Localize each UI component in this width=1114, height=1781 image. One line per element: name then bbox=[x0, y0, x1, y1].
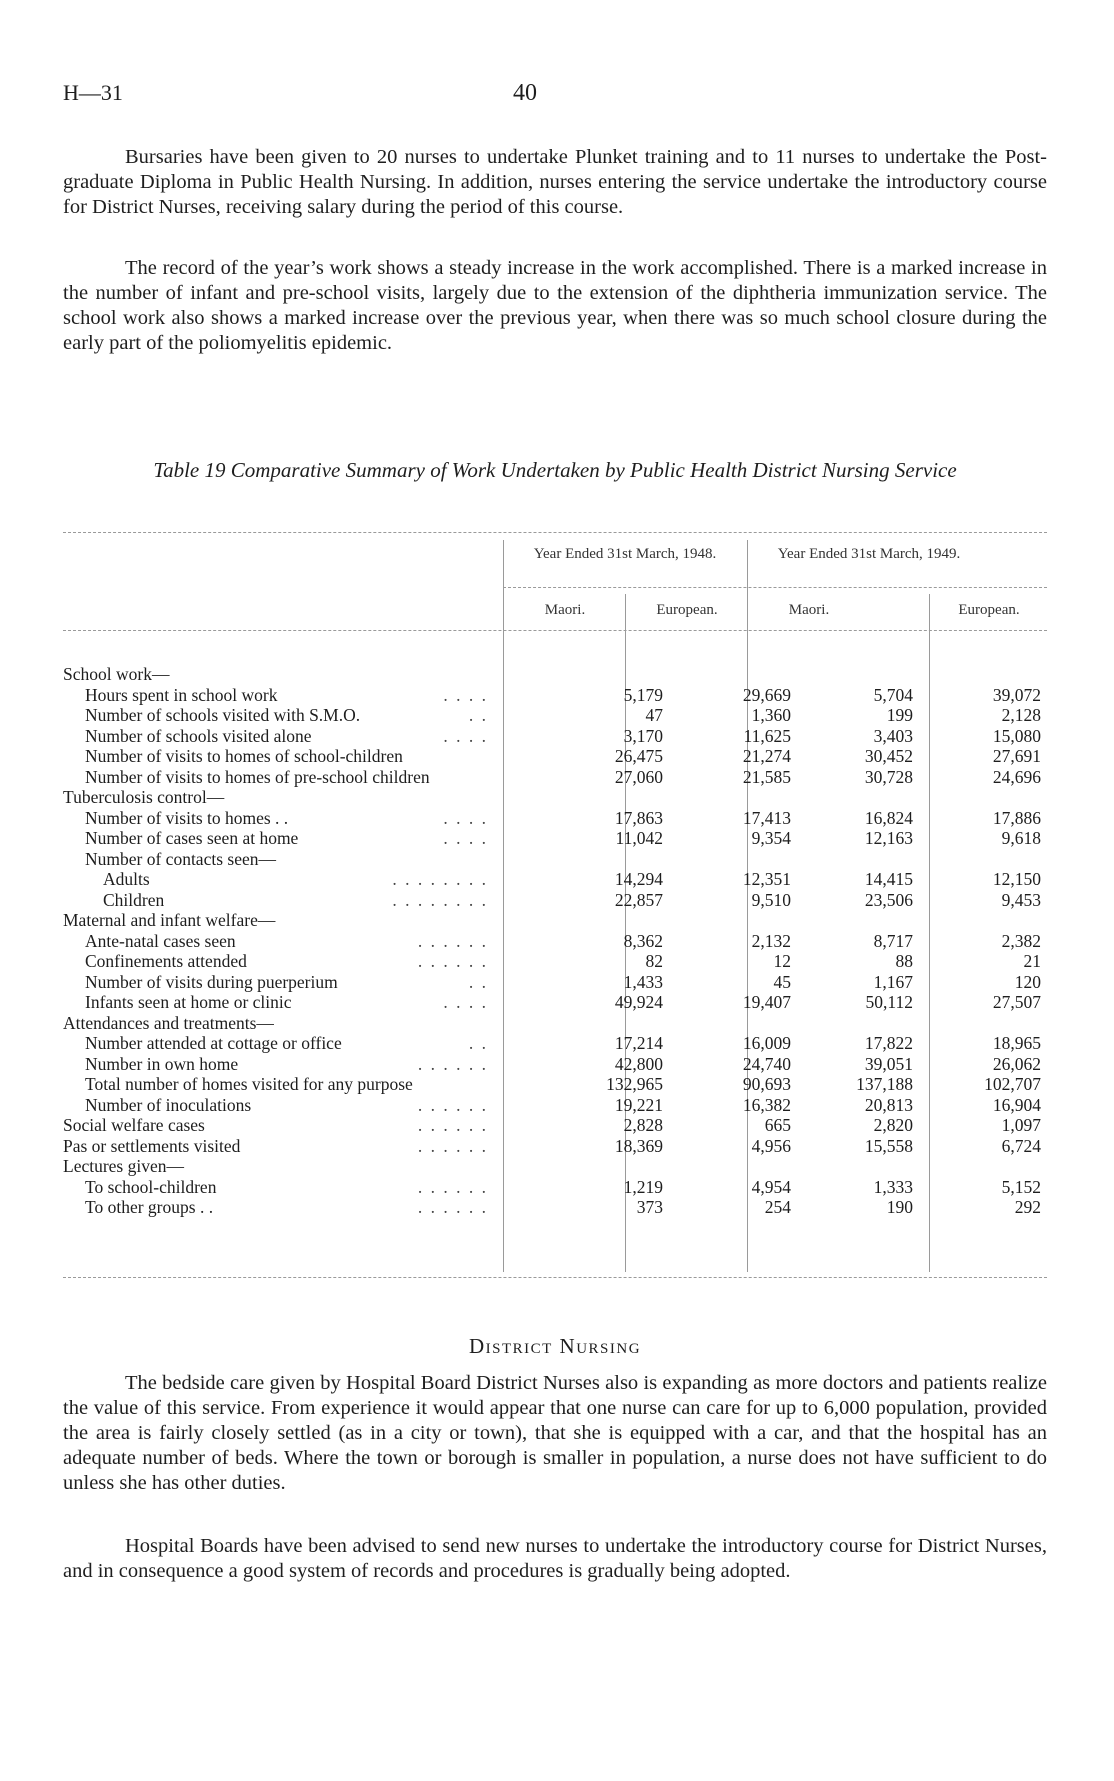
row-value: 11,625 bbox=[743, 725, 791, 746]
row-label: Number of visits to homes of pre-school children bbox=[85, 766, 430, 787]
row-value: 17,886 bbox=[992, 807, 1041, 828]
table-row bbox=[63, 1013, 1047, 1034]
leader-dots: . . . . bbox=[443, 807, 488, 828]
row-value: 120 bbox=[1014, 971, 1041, 992]
row-value: 16,382 bbox=[742, 1094, 791, 1115]
year-1949-header: Year Ended 31st March, 1949. bbox=[777, 546, 961, 562]
table-row bbox=[63, 992, 1047, 1013]
row-value: 8,362 bbox=[623, 930, 663, 951]
row-value: 49,924 bbox=[614, 992, 663, 1012]
row-value: 22,857 bbox=[614, 889, 663, 910]
paragraph-text: Hospital Boards have been advised to send new nurses to undertake the introductory course for District Nurses, and in consequence a good system of records and procedures is gradually being adopted. bbox=[63, 1535, 1047, 1582]
table-row bbox=[63, 931, 1047, 952]
row-value: 16,824 bbox=[864, 807, 913, 828]
table-row bbox=[63, 828, 1047, 849]
row-value: 9,354 bbox=[751, 828, 791, 848]
table-row bbox=[63, 951, 1047, 972]
table-row bbox=[63, 726, 1047, 747]
row-value: 39,072 bbox=[992, 684, 1041, 705]
row-label: Number of inoculations bbox=[85, 1094, 252, 1115]
col-maori-1948: Maori. bbox=[544, 602, 586, 618]
table-body bbox=[63, 664, 1047, 1218]
paragraph-text: The bedside care given by Hospital Board District Nurses also is expanding as more doctors and patients realize the value of this service. From experience it would appear that one nurse can care for up to 6,000 population, provided the area is fairly closely settled (as in a city or town), that she is equipped with a car, and that the hospital has an adequate number of beds. Where the town or borough is smaller in population, a nurse does not have sufficient to do unless she has other duties. bbox=[63, 1372, 1047, 1494]
row-value: 23,506 bbox=[864, 889, 913, 910]
row-label: To other groups . . bbox=[85, 1197, 214, 1217]
leader-dots: . . . . . . bbox=[417, 930, 488, 951]
row-value: 21,585 bbox=[742, 766, 791, 787]
paragraph-text: Bursaries have been given to 20 nurses to undertake Plunket training and to 11 nurses to undertake the Post-graduate Diploma in Public Health Nursing. In addition, nurses entering the service undertake the introductory course for District Nurses, receiving salary during the period of this course. bbox=[63, 146, 1047, 218]
table-row bbox=[63, 685, 1047, 706]
row-label: Number of cases seen at home bbox=[85, 828, 299, 848]
leader-dots: . . . . . . . . bbox=[392, 889, 488, 910]
row-value: 2,128 bbox=[1001, 705, 1041, 725]
leader-dots: . . . . . . bbox=[417, 1094, 488, 1115]
row-value: 50,112 bbox=[865, 992, 913, 1012]
row-value: 17,214 bbox=[614, 1033, 663, 1053]
table-row bbox=[63, 705, 1047, 726]
table-row bbox=[63, 664, 1047, 685]
row-value: 26,062 bbox=[992, 1053, 1041, 1074]
table-row bbox=[63, 1074, 1047, 1095]
row-label: Children bbox=[103, 889, 165, 910]
row-value: 3,170 bbox=[623, 725, 663, 746]
row-value: 14,294 bbox=[614, 869, 663, 889]
leader-dots: . . . . . . bbox=[417, 1176, 488, 1197]
leader-dots: . . . . bbox=[443, 992, 488, 1012]
year-1948-header: Year Ended 31st March, 1948. bbox=[533, 546, 717, 562]
table-bottom-rule bbox=[63, 1277, 1047, 1278]
paragraph-hospital-boards bbox=[63, 1534, 1047, 1584]
row-value: 88 bbox=[895, 951, 913, 971]
leader-dots: . . . . bbox=[443, 828, 488, 848]
row-value: 90,693 bbox=[742, 1074, 791, 1094]
row-label: Number of schools visited alone bbox=[85, 725, 312, 746]
table-row bbox=[63, 1033, 1047, 1054]
row-value: 4,954 bbox=[751, 1176, 791, 1197]
row-value: 19,407 bbox=[742, 992, 791, 1012]
row-value: 665 bbox=[764, 1115, 791, 1135]
row-label: Number in own home bbox=[85, 1053, 239, 1074]
leader-dots: . . bbox=[468, 971, 488, 992]
row-label: School work— bbox=[63, 664, 170, 684]
row-label: Confinements attended bbox=[85, 951, 247, 971]
row-value: 8,717 bbox=[873, 930, 913, 951]
table-row bbox=[63, 1156, 1047, 1177]
col-european-1949: European. bbox=[958, 602, 1020, 618]
col-maori-1949: Maori. bbox=[788, 602, 830, 618]
row-label: To school-children bbox=[85, 1176, 217, 1197]
row-value: 2,828 bbox=[623, 1115, 663, 1135]
leader-dots: . . bbox=[468, 1033, 488, 1053]
row-value: 27,507 bbox=[992, 992, 1041, 1012]
row-value: 292 bbox=[1014, 1197, 1041, 1217]
row-value: 12,351 bbox=[742, 869, 791, 889]
row-value: 5,179 bbox=[623, 684, 663, 705]
table-row bbox=[63, 1115, 1047, 1136]
row-label: Total number of homes visited for any purpose bbox=[85, 1074, 413, 1094]
row-value: 11,042 bbox=[615, 828, 663, 848]
row-label: Number of contacts seen— bbox=[85, 848, 276, 869]
table-row bbox=[63, 890, 1047, 911]
row-value: 27,691 bbox=[992, 746, 1041, 766]
row-value: 12,163 bbox=[864, 828, 913, 848]
paragraph-bursaries bbox=[63, 145, 1047, 220]
row-value: 18,369 bbox=[614, 1135, 663, 1156]
page-number: 40 bbox=[513, 80, 537, 106]
row-value: 17,413 bbox=[742, 807, 791, 828]
row-value: 4,956 bbox=[751, 1135, 791, 1156]
table-top-rule bbox=[63, 532, 1047, 533]
paragraph-record bbox=[63, 256, 1047, 356]
row-value: 19,221 bbox=[614, 1094, 663, 1115]
table-row bbox=[63, 1095, 1047, 1116]
row-value: 21,274 bbox=[742, 746, 791, 766]
row-value: 30,728 bbox=[864, 766, 913, 787]
row-value: 254 bbox=[764, 1197, 791, 1217]
leader-dots: . . . . bbox=[443, 684, 488, 705]
row-value: 1,433 bbox=[623, 971, 663, 992]
paragraph-text: The record of the year’s work shows a steady increase in the work accomplished. There is a marked increase in the number of infant and pre-school visits, largely due to the extension of the diphtheria immunization service. The school work also shows a marked increase over the previous year, when there was so much school closure during the early part of the poliomyelitis epidemic. bbox=[63, 257, 1047, 354]
row-value: 5,152 bbox=[1001, 1176, 1041, 1197]
table-row bbox=[63, 1177, 1047, 1198]
row-label: Ante-natal cases seen bbox=[85, 930, 236, 951]
row-value: 1,333 bbox=[873, 1176, 913, 1197]
row-value: 82 bbox=[645, 951, 663, 971]
row-label: Number attended at cottage or office bbox=[85, 1033, 342, 1053]
table-row bbox=[63, 787, 1047, 808]
row-label: Infants seen at home or clinic bbox=[85, 992, 292, 1012]
leader-dots: . . . . . . . . bbox=[392, 869, 488, 889]
row-value: 12 bbox=[773, 951, 791, 971]
row-value: 16,009 bbox=[742, 1033, 791, 1053]
row-value: 1,219 bbox=[623, 1176, 663, 1197]
row-value: 373 bbox=[636, 1197, 663, 1217]
table-row bbox=[63, 1197, 1047, 1218]
row-value: 2,820 bbox=[873, 1115, 913, 1135]
section-heading: District Nursing bbox=[468, 1334, 642, 1358]
row-label: Tuberculosis control— bbox=[63, 787, 225, 807]
row-value: 9,510 bbox=[751, 889, 791, 910]
row-label: Social welfare cases bbox=[63, 1115, 205, 1135]
leader-dots: . . . . . . bbox=[417, 1197, 488, 1217]
report-code: H—31 bbox=[63, 80, 123, 105]
table-row bbox=[63, 972, 1047, 993]
row-value: 199 bbox=[886, 705, 913, 725]
row-label: Attendances and treatments— bbox=[63, 1012, 274, 1033]
row-value: 14,415 bbox=[864, 869, 913, 889]
row-label: Number of visits to homes . . bbox=[85, 807, 289, 828]
table-row bbox=[63, 869, 1047, 890]
row-value: 39,051 bbox=[864, 1053, 913, 1074]
row-value: 9,453 bbox=[1001, 889, 1041, 910]
row-value: 24,696 bbox=[992, 766, 1041, 787]
row-label: Pas or settlements visited bbox=[63, 1135, 241, 1156]
comparative-summary-table bbox=[63, 532, 1047, 1297]
row-value: 16,904 bbox=[992, 1094, 1041, 1115]
row-value: 47 bbox=[645, 705, 663, 725]
row-label: Adults bbox=[103, 869, 150, 889]
row-value: 45 bbox=[773, 971, 791, 992]
leader-dots: . . . . . . bbox=[417, 1115, 488, 1135]
row-value: 132,965 bbox=[606, 1074, 663, 1094]
table-row bbox=[63, 1054, 1047, 1075]
row-label: Hours spent in school work bbox=[85, 684, 278, 705]
row-label: Number of schools visited with S.M.O. bbox=[85, 705, 361, 725]
row-value: 20,813 bbox=[864, 1094, 913, 1115]
row-value: 27,060 bbox=[614, 766, 663, 787]
row-label: Number of visits during puerperium bbox=[85, 971, 338, 992]
paragraph-bedside-care bbox=[63, 1371, 1047, 1496]
row-value: 24,740 bbox=[742, 1053, 791, 1074]
table-row bbox=[63, 746, 1047, 767]
row-value: 12,150 bbox=[992, 869, 1041, 889]
row-value: 18,965 bbox=[992, 1033, 1041, 1053]
row-value: 190 bbox=[886, 1197, 913, 1217]
table-caption: Table 19 Comparative Summary of Work Undertaken by Public Health District Nursing Service bbox=[153, 458, 957, 482]
row-value: 17,822 bbox=[864, 1033, 913, 1053]
row-value: 15,080 bbox=[992, 725, 1041, 746]
col-european-1948: European. bbox=[656, 602, 718, 618]
row-value: 1,097 bbox=[1001, 1115, 1041, 1135]
table-row bbox=[63, 1136, 1047, 1157]
subheader-rule bbox=[503, 587, 1047, 588]
row-value: 30,452 bbox=[864, 746, 913, 766]
table-header-rule bbox=[63, 630, 1047, 631]
row-value: 29,669 bbox=[742, 684, 791, 705]
row-value: 5,704 bbox=[873, 684, 913, 705]
table-row bbox=[63, 849, 1047, 870]
leader-dots: . . . . bbox=[443, 725, 488, 746]
row-label: Number of visits to homes of school-children bbox=[85, 746, 403, 766]
row-value: 102,707 bbox=[984, 1074, 1041, 1094]
leader-dots: . . bbox=[468, 705, 488, 725]
row-value: 2,382 bbox=[1001, 930, 1041, 951]
row-value: 42,800 bbox=[614, 1053, 663, 1074]
row-value: 9,618 bbox=[1001, 828, 1041, 848]
row-value: 1,167 bbox=[873, 971, 913, 992]
leader-dots: . . . . . . bbox=[417, 951, 488, 971]
row-value: 21 bbox=[1023, 951, 1041, 971]
row-value: 1,360 bbox=[751, 705, 791, 725]
table-row bbox=[63, 808, 1047, 829]
row-label: Lectures given— bbox=[63, 1156, 184, 1176]
table-row bbox=[63, 910, 1047, 931]
row-value: 137,188 bbox=[856, 1074, 913, 1094]
row-value: 15,558 bbox=[864, 1135, 913, 1156]
row-label: Maternal and infant welfare— bbox=[63, 910, 276, 930]
table-row bbox=[63, 767, 1047, 788]
row-value: 3,403 bbox=[873, 725, 913, 746]
row-value: 17,863 bbox=[614, 807, 663, 828]
leader-dots: . . . . . . bbox=[417, 1053, 488, 1074]
row-value: 2,132 bbox=[751, 930, 791, 951]
row-value: 26,475 bbox=[614, 746, 663, 766]
leader-dots: . . . . . . bbox=[417, 1135, 488, 1156]
row-value: 6,724 bbox=[1001, 1135, 1041, 1156]
